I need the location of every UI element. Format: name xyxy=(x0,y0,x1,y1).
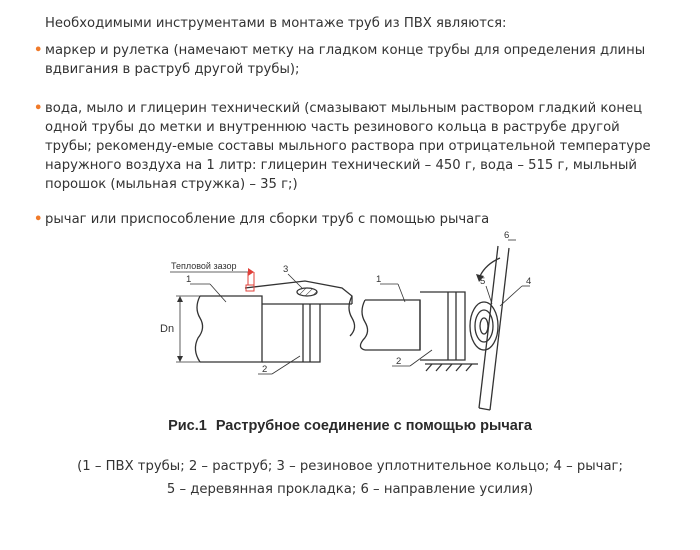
label-4: 4 xyxy=(526,276,532,287)
bullet-item-marker xyxy=(34,41,664,79)
heat-gap-label: Тепловой зазор xyxy=(171,261,237,271)
intro-text: Необходимыми инструментами в монтаже труб из ПВХ являются: xyxy=(45,16,507,31)
label-1: 1 xyxy=(186,274,192,285)
ground-hatch xyxy=(425,364,478,371)
left-pipe-assembly xyxy=(195,246,509,410)
label-2: 2 xyxy=(262,364,268,375)
legend-line: (1 – ПВХ трубы; 2 – раструб; 3 – резиновое уплотнительное кольцо; 4 – рычаг; xyxy=(77,459,623,474)
label-1b: 1 xyxy=(376,274,382,285)
pipe-joint-figure xyxy=(0,226,700,416)
label-2b: 2 xyxy=(396,356,402,367)
figure-number: Рис.1 xyxy=(168,418,207,434)
bullet-dot: • xyxy=(34,101,43,116)
bullet-text: маркер и рулетка (намечают метку на гладком конце трубы для определения длины вдвигания в раструб другой трубы); xyxy=(45,43,646,77)
bullet-dot: • xyxy=(34,212,43,227)
bullet-text: рычаг или приспособление для сборки труб с помощью рычага xyxy=(45,212,490,227)
legend-line: 5 – деревянная прокладка; 6 – направление усилия) xyxy=(166,482,534,497)
figure-caption xyxy=(0,418,700,434)
label-5: 5 xyxy=(480,276,486,287)
bullet-dot: • xyxy=(34,43,43,58)
bullet-text: вода, мыло и глицерин технический (смазывают мыльным раствором гладкий конец одной трубы до метки и внутреннюю часть резинового кольца в раструбе другой трубы; рекоменду-емые составы мыльного раствора при отрицательной температуре наружного воздуха на 1 литр: глицерин технический – 450 г, вода – 515 г, мыльный порошок (мыльная стружка) – 35 г;) xyxy=(45,101,651,192)
rubber-ring xyxy=(297,288,317,296)
figure-title: Раструбное соединение с помощью рычага xyxy=(215,418,532,434)
dn-label: Dn xyxy=(160,323,175,335)
wooden-pad-icon xyxy=(470,302,498,350)
figure-legend xyxy=(0,455,700,501)
bullet-item-soap-solution xyxy=(34,99,664,194)
label-6: 6 xyxy=(504,230,510,241)
label-3: 3 xyxy=(283,264,289,275)
